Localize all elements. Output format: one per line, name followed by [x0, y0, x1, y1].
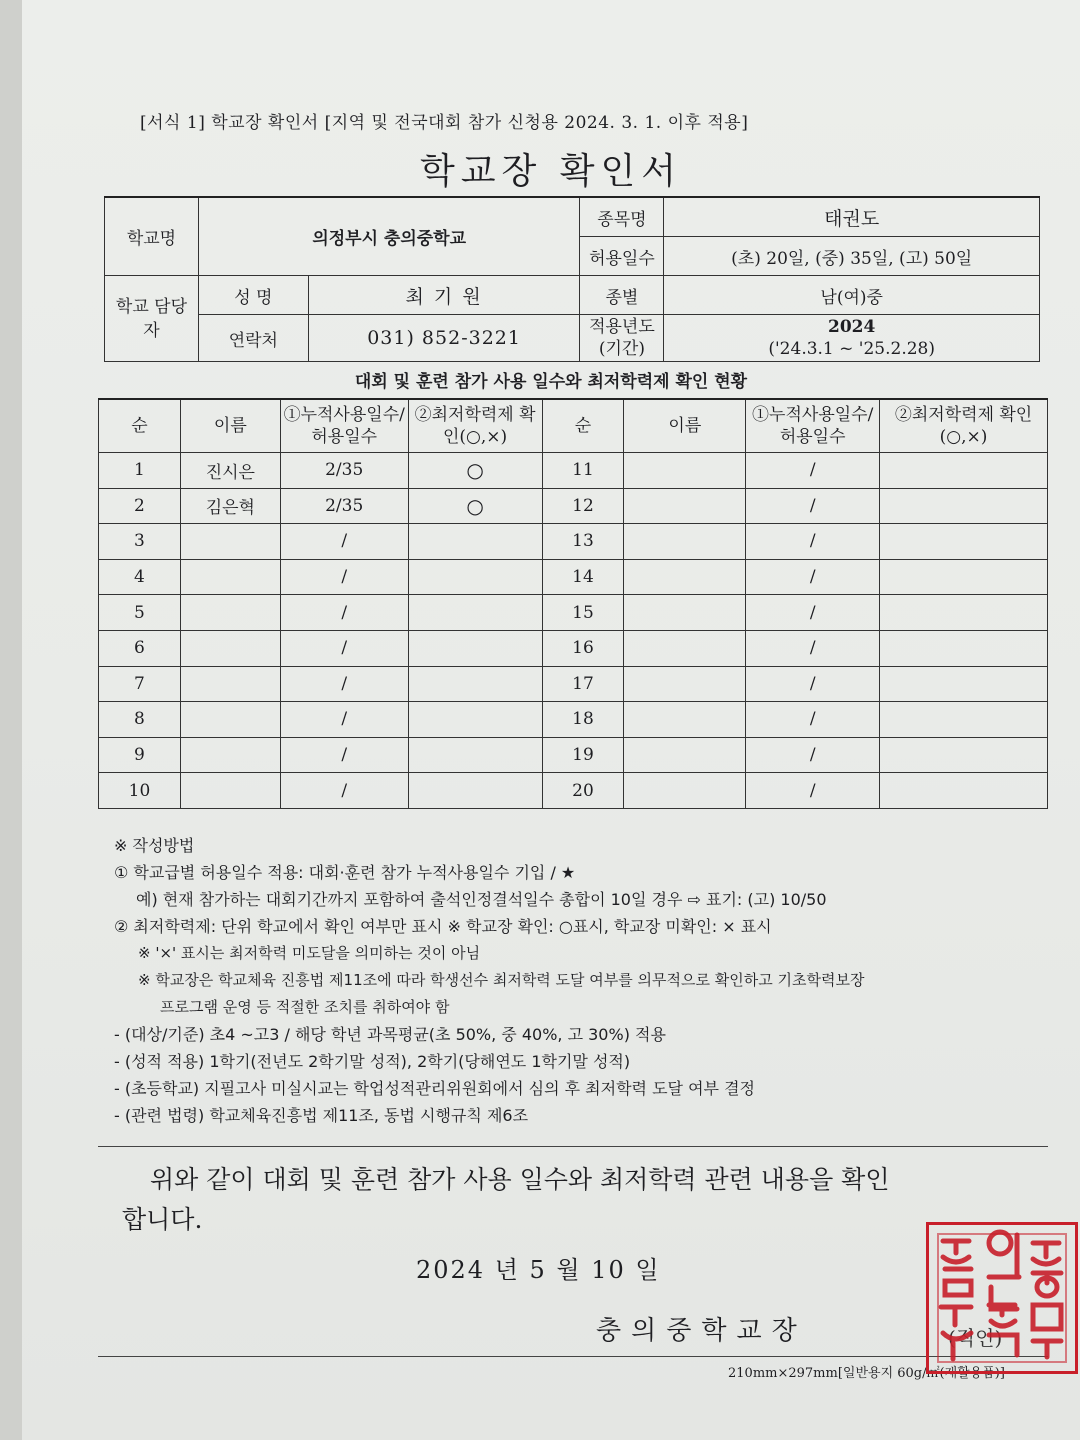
seal-mark: (직인): [948, 1326, 1003, 1350]
cell-check: [880, 559, 1048, 595]
cell-days: /: [746, 453, 880, 489]
cell-name: [624, 630, 746, 666]
cell-name: [180, 630, 280, 666]
header-check: ②최저학력제 확인(○,×): [880, 399, 1048, 453]
cell-name: [624, 702, 746, 738]
issue-date: 2024 년 5 월 10 일: [416, 1256, 661, 1284]
cell-check: [408, 630, 542, 666]
school-seal-stamp: [926, 1222, 1078, 1374]
cell-days: /: [280, 702, 408, 738]
guide-line: ② 최저학력제: 단위 학교에서 확인 여부만 표시 ※ 학교장 확인: ○표시, 학교장 미확인: × 표시: [114, 917, 772, 936]
principal-title: 충의중학교장: [596, 1316, 807, 1346]
cell-no: 19: [542, 737, 624, 773]
cell-check: [408, 666, 542, 702]
cell-days: /: [280, 559, 408, 595]
cell-check: [880, 666, 1048, 702]
cell-check: [408, 524, 542, 560]
cell-check: [408, 702, 542, 738]
cell-days: /: [746, 773, 880, 809]
cell-days: 2/35: [280, 453, 408, 489]
cell-days: /: [746, 630, 880, 666]
cell-days: /: [280, 773, 408, 809]
cell-name: [180, 773, 280, 809]
guide-line: 예) 현재 참가하는 대회기간까지 포함하여 출석인정결석일수 총합이 10일 경우 ⇨ 표기: (고) 10/50: [136, 890, 827, 909]
cell-no: 10: [99, 773, 181, 809]
cell-days: /: [746, 737, 880, 773]
header-days: ①누적사용일수/ 허용일수: [746, 399, 880, 453]
cell-days: /: [280, 630, 408, 666]
document-title: 학교장 확인서: [419, 151, 683, 192]
cell-name: 진시은: [180, 453, 280, 489]
cell-days: /: [746, 702, 880, 738]
cell-no: 7: [99, 666, 181, 702]
cell-name: [180, 559, 280, 595]
allowed-days-label: 허용일수: [580, 237, 664, 276]
header-no: 순: [99, 399, 181, 453]
contact-value: 031) 852-3221: [308, 315, 580, 362]
guide-line: - (대상/기준) 초4 ~고3 / 해당 학년 과목평균(초 50%, 중 40%, 고 30%) 적용: [114, 1025, 666, 1044]
cell-name: [180, 524, 280, 560]
school-value: 의정부시 충의중학교: [198, 197, 580, 276]
cell-check: [880, 737, 1048, 773]
table-row: [99, 737, 1048, 773]
school-label: 학교명: [105, 197, 199, 276]
guide-line: ※ 학교장은 학교체육 진흥법 제11조에 따라 학생선수 최저학력 도달 여부를 의무적으로 확인하고 기초학력보장: [138, 971, 865, 989]
cell-days: /: [280, 737, 408, 773]
cell-no: 18: [542, 702, 624, 738]
table-row: [99, 559, 1048, 595]
header-no: 순: [542, 399, 624, 453]
confirmation-statement: [122, 1160, 1032, 1240]
cell-no: 6: [99, 630, 181, 666]
cell-check: [408, 595, 542, 631]
confirmation-line: 합니다.: [122, 1205, 203, 1234]
document-page: [22, 0, 1080, 1440]
cell-days: /: [746, 666, 880, 702]
cell-name: [180, 702, 280, 738]
divider: [98, 1146, 1048, 1147]
header-days: ①누적사용일수/ 허용일수: [280, 399, 408, 453]
table-row: [99, 702, 1048, 738]
cell-name: [180, 595, 280, 631]
cell-name: [624, 453, 746, 489]
cell-no: 1: [99, 453, 181, 489]
cell-no: 13: [542, 524, 624, 560]
table-row: [99, 666, 1048, 702]
cell-name: [624, 524, 746, 560]
cell-name: [624, 737, 746, 773]
name-value: 최 기 원: [308, 276, 580, 315]
table-row: [99, 630, 1048, 666]
cell-check: [880, 524, 1048, 560]
guide-line: ① 학교급별 허용일수 적용: 대회·훈련 참가 누적사용일수 기입 / ★: [114, 863, 576, 882]
type-value: 남(여)중: [664, 276, 1040, 315]
cell-no: 16: [542, 630, 624, 666]
sport-value: 태권도: [664, 197, 1040, 237]
year-label: 적용년도 (기간): [580, 315, 664, 362]
cell-check: ○: [408, 488, 542, 524]
cell-name: [624, 666, 746, 702]
table-row: [99, 453, 1048, 489]
cell-check: [408, 559, 542, 595]
header-name: 이름: [624, 399, 746, 453]
cell-days: /: [746, 595, 880, 631]
cell-check: [408, 773, 542, 809]
manager-label: 학교 담당자: [105, 276, 199, 362]
cell-no: 14: [542, 559, 624, 595]
cell-name: [624, 595, 746, 631]
cell-check: [880, 595, 1048, 631]
cell-no: 17: [542, 666, 624, 702]
cell-days: /: [746, 524, 880, 560]
table-header-row: [99, 399, 1048, 453]
contact-label: 연락처: [198, 315, 308, 362]
seal-glyphs: [929, 1225, 1075, 1371]
cell-no: 20: [542, 773, 624, 809]
year-cell: [664, 315, 1040, 362]
guide-line: - (초등학교) 지필고사 미실시교는 학업성적관리위원회에서 심의 후 최저학력 도달 여부 결정: [114, 1079, 755, 1098]
cell-check: [880, 488, 1048, 524]
cell-days: /: [280, 524, 408, 560]
cell-check: [408, 737, 542, 773]
cell-no: 12: [542, 488, 624, 524]
cell-days: /: [746, 488, 880, 524]
guide-line: - (성적 적용) 1학기(전년도 2학기말 성적), 2학기(당해연도 1학기말 성적): [114, 1052, 631, 1071]
year-value: 2024: [828, 317, 876, 337]
cell-no: 11: [542, 453, 624, 489]
cell-check: [880, 702, 1048, 738]
guide-line: ※ '×' 표시는 최저학력 미도달을 의미하는 것이 아님: [138, 944, 481, 962]
type-label: 종별: [580, 276, 664, 315]
table-row: [99, 773, 1048, 809]
cell-no: 3: [99, 524, 181, 560]
cell-no: 15: [542, 595, 624, 631]
cell-check: ○: [408, 453, 542, 489]
table-row: [99, 488, 1048, 524]
cell-days: /: [746, 559, 880, 595]
header-name: 이름: [180, 399, 280, 453]
table-subtitle: 대회 및 훈련 참가 사용 일수와 최저학력제 확인 현황: [354, 372, 748, 392]
cell-no: 2: [99, 488, 181, 524]
cell-no: 5: [99, 595, 181, 631]
cell-days: 2/35: [280, 488, 408, 524]
cell-name: 김은혁: [180, 488, 280, 524]
guide-line: 프로그램 운영 등 적절한 조치를 취하여야 함: [160, 998, 450, 1016]
paper-spec: 210mm×297mm[일반용지 60g/㎡(재활용품)]: [728, 1366, 1005, 1381]
cell-name: [180, 666, 280, 702]
cell-name: [624, 773, 746, 809]
cell-no: 9: [99, 737, 181, 773]
guide-title: ※ 작성방법: [114, 836, 195, 855]
cell-check: [880, 773, 1048, 809]
header-check: ②최저학력제 확인(○,×): [408, 399, 542, 453]
guide-line: - (관련 법령) 학교체육진흥법 제11조, 동법 시행규칙 제6조: [114, 1106, 529, 1125]
form-header-line: [서식 1] 학교장 확인서 [지역 및 전국대회 참가 신청용 2024. 3. 1. 이후 적용]: [140, 113, 749, 133]
cell-no: 4: [99, 559, 181, 595]
cell-check: [880, 453, 1048, 489]
sport-label: 종목명: [580, 197, 664, 237]
allowed-days-value: (초) 20일, (중) 35일, (고) 50일: [664, 237, 1040, 276]
student-table: [98, 398, 1048, 809]
cell-days: /: [280, 666, 408, 702]
period-value: ('24.3.1 ~ '25.2.28): [768, 339, 935, 359]
cell-check: [880, 630, 1048, 666]
divider: [98, 1356, 1048, 1357]
info-table: [104, 196, 1040, 362]
table-row: [99, 595, 1048, 631]
cell-days: /: [280, 595, 408, 631]
writing-guide: [114, 832, 1044, 1129]
cell-name: [624, 559, 746, 595]
confirmation-line: 위와 같이 대회 및 훈련 참가 사용 일수와 최저학력 관련 내용을 확인: [150, 1165, 890, 1194]
cell-name: [624, 488, 746, 524]
cell-name: [180, 737, 280, 773]
table-row: [99, 524, 1048, 560]
name-label: 성 명: [198, 276, 308, 315]
cell-no: 8: [99, 702, 181, 738]
